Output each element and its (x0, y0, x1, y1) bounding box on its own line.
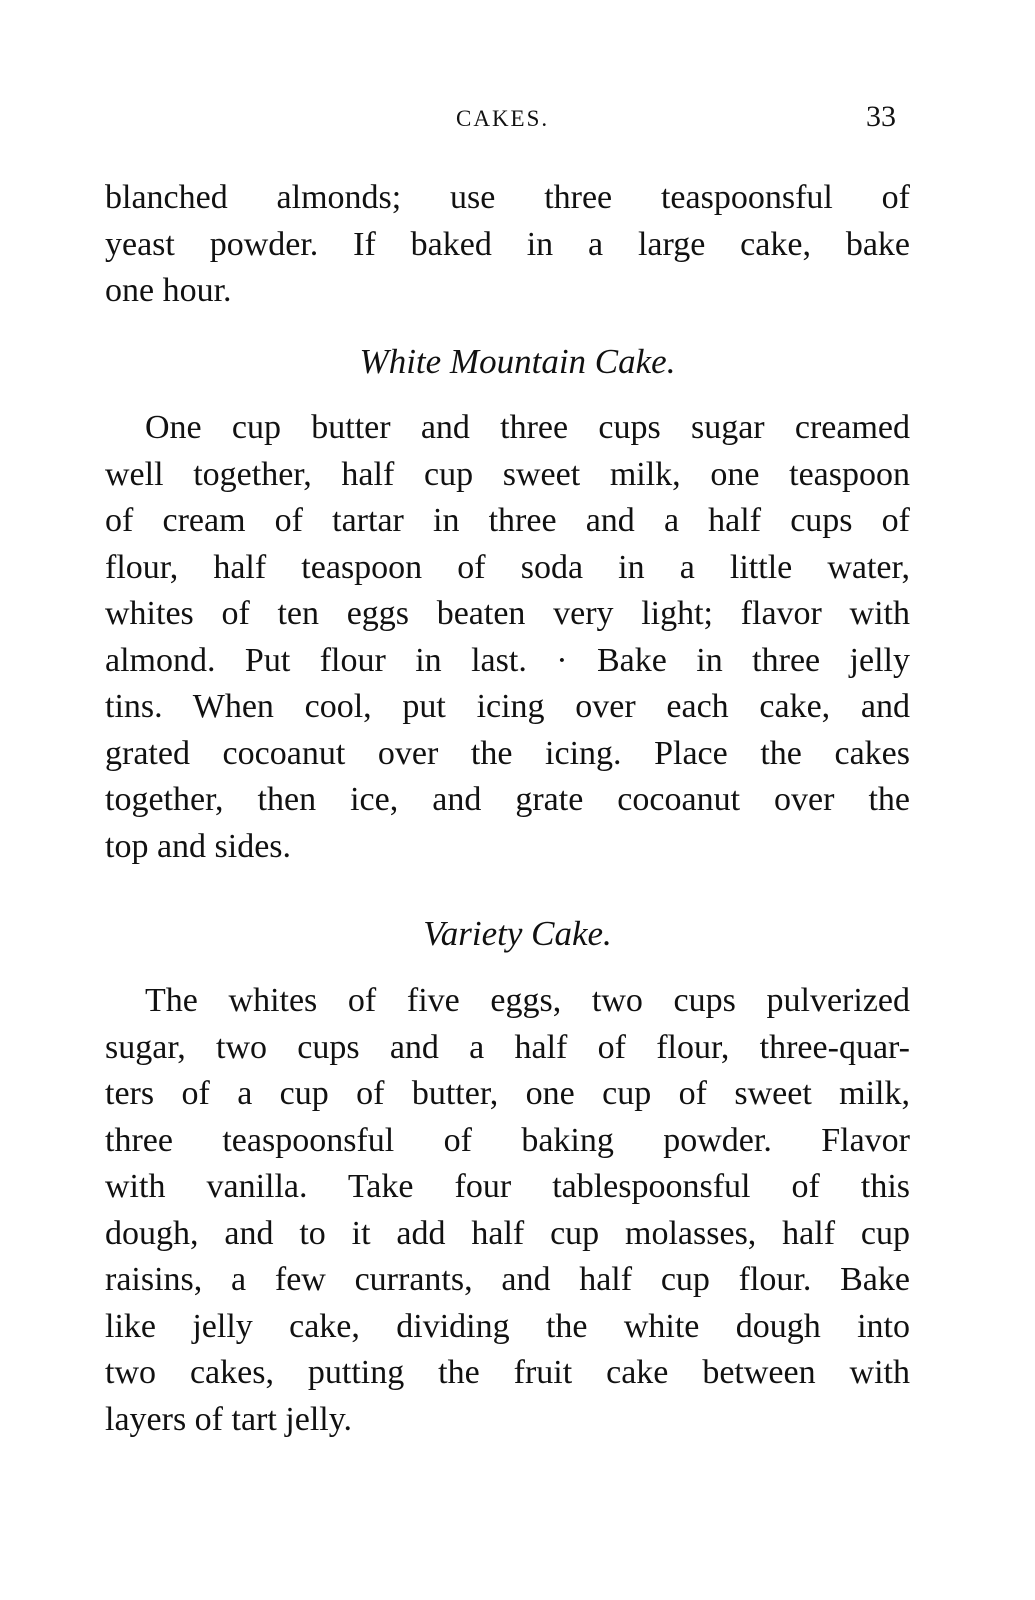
continuation-paragraph (105, 175, 910, 315)
text-line: three teaspoonsful of baking powder. Flavor (105, 1121, 910, 1159)
text-line: one hour. (105, 272, 232, 309)
recipe-body-white-mountain-cake (105, 405, 910, 870)
text-line: yeast powder. If baked in a large cake, bake (105, 225, 910, 263)
text-line: dough, and to it add half cup molasses, half cup (105, 1214, 910, 1252)
text-line: ters of a cup of butter, one cup of sweet milk, (105, 1075, 910, 1112)
text-line: whites of ten eggs beaten very light; flavor with (105, 595, 910, 632)
text-line: layers of tart jelly. (105, 1400, 353, 1438)
text-line: grated cocoanut over the icing. Place the cakes (105, 734, 910, 772)
text-line: of cream of tartar in three and a half cups of (105, 502, 910, 539)
text-line: with vanilla. Take four tablespoonsful of this (105, 1168, 910, 1205)
text-line: two cakes, putting the fruit cake between with (105, 1354, 910, 1391)
text-line: flour, half teaspoon of soda in a little water, (105, 548, 910, 586)
recipe-body-variety-cake (105, 978, 910, 1443)
recipe-title-white-mountain-cake: White Mountain Cake. (359, 342, 676, 381)
text-line: sugar, two cups and a half of flour, three-quar- (105, 1028, 910, 1066)
text-line: top and sides. (105, 827, 292, 865)
text-line: well together, half cup sweet milk, one teaspoon (105, 455, 910, 493)
text-line: tins. When cool, put icing over each cake, and (105, 688, 910, 725)
text-line: together, then ice, and grate cocoanut over the (105, 781, 910, 818)
text-line: almond. Put flour in last. · Bake in three jelly (105, 641, 910, 679)
text-line: One cup butter and three cups sugar creamed (145, 409, 910, 446)
running-head: CAKES. (456, 106, 550, 131)
recipe-title-variety-cake: Variety Cake. (423, 914, 612, 953)
page-header (0, 100, 1035, 140)
page-number: 33 (866, 100, 896, 133)
text-line: blanched almonds; use three teaspoonsful of (105, 179, 910, 216)
text-line: The whites of five eggs, two cups pulverized (145, 982, 910, 1019)
text-line: raisins, a few currants, and half cup flour. Bake (105, 1261, 910, 1298)
text-line: like jelly cake, dividing the white dough into (105, 1307, 910, 1345)
